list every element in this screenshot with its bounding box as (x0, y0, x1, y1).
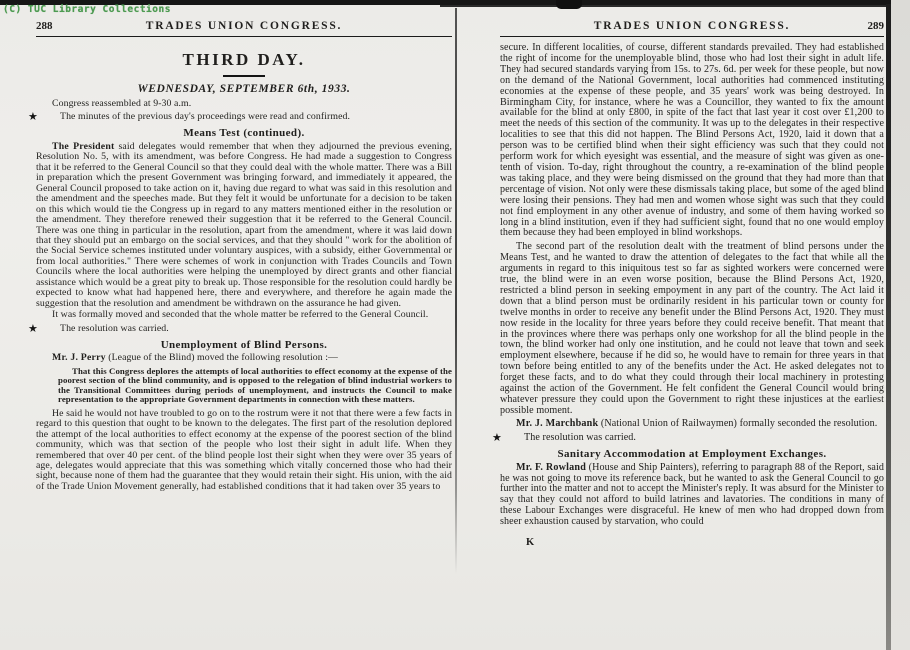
minutes-text: The minutes of the previous day's proceedings were read and confirmed. (60, 111, 351, 123)
scan-top-edge-thick (440, 5, 910, 7)
page-289-body (492, 42, 885, 549)
means-test-heading: Means Test (continued). (183, 127, 305, 140)
perry-mover-text: (League of the Blind) moved the following resolution :— (105, 352, 338, 364)
reassembled-line: Congress reassembled at 9-30 a.m. (52, 98, 192, 109)
president-speech-text: said delegates would remember that when they adjourned the previous evening, Resolution No. 5, with its amendment, was before Congress. He had made a suggestion to Congress that it be referred to the General Council so that they could deal with the whole matter. There was a Bill in preparation which the present Government was bringing forward, and immediately it appeared, the General Council proposed to take action on it, having due regard to what was said in this resolution and the amendment and the speeches made. But they felt it would be unfortunate for a decision to be taken on this which would tie the Congress up in regard to any matters mentioned either in the resolution or the amendment. They therefore renewed their suggestion that it be referred to the General Council. There was one thing in particular in the resolution, apart from the amendment, where it was laid down that they should put an embargo on the social services, and that they should " work for the abolition of the Social Service schemes instituted under voluntary auspices, with a subsidy, either Governmental or from local authorities." There were schemes of work in conjunction with Trades Councils and Town Councils where the local authorities were helping the unemployed by direct grants and other fiancial assistance which would be a great pity to break up. Those responsible for the resolution could hardly be expected to know what had happened here, there and everywhere, and therefore he again made the suggestion that the resolution and amendment be withdrawn on the assurance he had given. (36, 140, 452, 309)
speaker-name-perry: Mr. J. Perry (52, 352, 106, 364)
running-title-left: TRADES UNION CONGRESS. (145, 20, 343, 32)
day-title-rule (223, 75, 265, 77)
sanitary-accommodation-heading: Sanitary Accommodation at Employment Exchanges. (557, 447, 827, 460)
perry-speech-paragraph: He said he would not have troubled to go on to the rostrum were it not that there were a few facts in regard to this question that ought to be known to the delegates. The first part of the resolution deplored the attempt of the local authorities to effect economy at the expense of the poorest section of the blind community, which was that section of the people who lost their sight in adult life. When they remembered that over 40 per cent. of the blind people lost their sight when they were over 35 years of age, delegates would appreciate that this was something which vitally concerned those who had their sight, because none of them had the guarantee that they would retain their sight. His union, with the aid of the Trade Union Movement generally, had established conditions that it had taken over 35 years to (36, 407, 452, 492)
rowland-text: (House and Ship Painters), referring to paragraph 88 of the Report, said he was not going to move its reference back, but he wanted to ask the General Council to go further into the matter and not to accept the Minister's reply. It was absurd for the Minister to say that they could not afford to build latrines and lavatories. The conditions in many of these Labour Exchanges were disgraceful. He knew of men who had dropped down from sheer exhaustion caused by starvation, who could (500, 461, 885, 528)
marchbank-paragraph (500, 419, 884, 430)
printers-signature-mark: K (526, 537, 535, 549)
page-288-body (28, 98, 452, 492)
star-icon: ★ (492, 431, 502, 444)
page-289 (492, 20, 885, 549)
day-title: THIRD DAY. (182, 50, 306, 69)
second-part-paragraph: The second part of the resolution dealt with the treatment of blind persons under the Means Test, and he wanted to draw the attention of delegates to the fact that while all the arguments in regard to this iniquitous test so far as sighted workers were concerned were true, the blind were in an even worse position, because the Blind Persons Act, 1920, restricted a blind person in seeking empoyment in any part of the country. The Act laid it down that a blind person must be ordinarily resident in his particular town or county for twelve months in order to receive any benefit under the Blind Persons Act, 1920. They must now reside in the locality for three years before they could receive benefit. That meant that in the provinces where there was perhaps only one workshop for all the blind people in the town, the blind worker had only one institution, and he could not leave that town and seek employment elsewhere, because if he did so, he would have to remain for three years in that town before being entitled to any of the benefits under the Act. He asked delegates not to forget these facts, and to do what they could through their local machinery in protesting against the action of the Government. He felt confident the General Council would bring whatever pressure they could upon the Government to right these injustices at the earliest possible moment. (500, 241, 884, 416)
star-icon: ★ (28, 322, 38, 335)
marchbank-text: (National Union of Railwaymen) formally seconded the resolution. (598, 417, 878, 429)
scan-artifact-blob (556, 0, 582, 9)
minutes-confirmed-line (28, 112, 452, 123)
resolution-block: That this Congress deplores the attempts of local authorities to effect economy at the expense of the poorest section of the blind community, and is opposed to the relegation of blind industrial workers to the Transitional Committees during periods of unemployment, and instructs the Council to make representation to the appropriate Government departments in connection with these matters. (58, 365, 452, 405)
running-title-right: TRADES UNION CONGRESS. (593, 20, 791, 32)
carried-text: The resolution was carried. (524, 431, 637, 443)
resolution-carried-line-288 (28, 324, 452, 335)
page-288-header (36, 20, 452, 32)
scan-right-margin (891, 0, 910, 650)
president-paragraph (36, 142, 452, 309)
speaker-name-president: The President (52, 140, 115, 152)
page-number-right: 289 (867, 20, 884, 32)
page-289-header (500, 20, 884, 32)
moved-seconded-paragraph: It was formally moved and seconded that the whole matter be referred to the General Council. (52, 309, 429, 321)
scan-right-edge (886, 4, 891, 650)
carried-text: The resolution was carried. (60, 322, 169, 334)
speaker-name-rowland: Mr. F. Rowland (516, 461, 587, 473)
date-heading: WEDNESDAY, SEPTEMBER 6th, 1933. (137, 83, 351, 95)
star-icon: ★ (28, 111, 38, 124)
page-gutter-line (455, 8, 457, 574)
library-watermark: (C) TUC Library Collections (3, 4, 171, 15)
header-rule-right (500, 36, 884, 37)
continued-paragraph: secure. In different localities, of course, different standards prevailed. They had established the right of income for the unemployable blind, those who had lost their sight in adult life. They had secured standards varying from 15s. to 27s. 6d. per week for these people, but now on the demand of the National Government, local authorities had commenced instituting economies at the expense of these people, and 35 years' work was being destroyed. In Birmingham City, for instance, where he was a Councillor, they wanted to fix the amount available for the blind at only £800, in spite of the fact that last year it cost over £1,200 to meet the needs of this section of the community. It was up to the delegates in their respective localities to see that this did not happen. The Blind Persons Act, 1920, laid it down that a person was to be certified blind when their sight efficiency was such that they could not perform work for which eyesight was essential, and the measure of sight was given as one-tenth of vision. To-day, right throughout the country, a re-examination of the blind people was taking place, and they were being dismissed on the ground that they had more than that percentage of vision. Not only were these dismissals taking place, but some of the aged blind were losing their pensions. They had men and women whose sight was such that they could not find employment in any other avenue of industry, and some of them having worked so long in a blind institution, even if they had sufficient sight, found that no one would employ them because they had been employed in blind workshops. (500, 42, 884, 239)
page-288 (28, 20, 452, 492)
page-number-left: 288 (36, 20, 53, 32)
blind-persons-heading: Unemployment of Blind Persons. (160, 338, 328, 351)
perry-mover-line (36, 353, 452, 363)
header-rule-left (36, 36, 452, 37)
resolution-carried-line-289 (492, 433, 884, 444)
rowland-paragraph (500, 463, 884, 528)
speaker-name-marchbank: Mr. J. Marchbank (516, 417, 599, 429)
